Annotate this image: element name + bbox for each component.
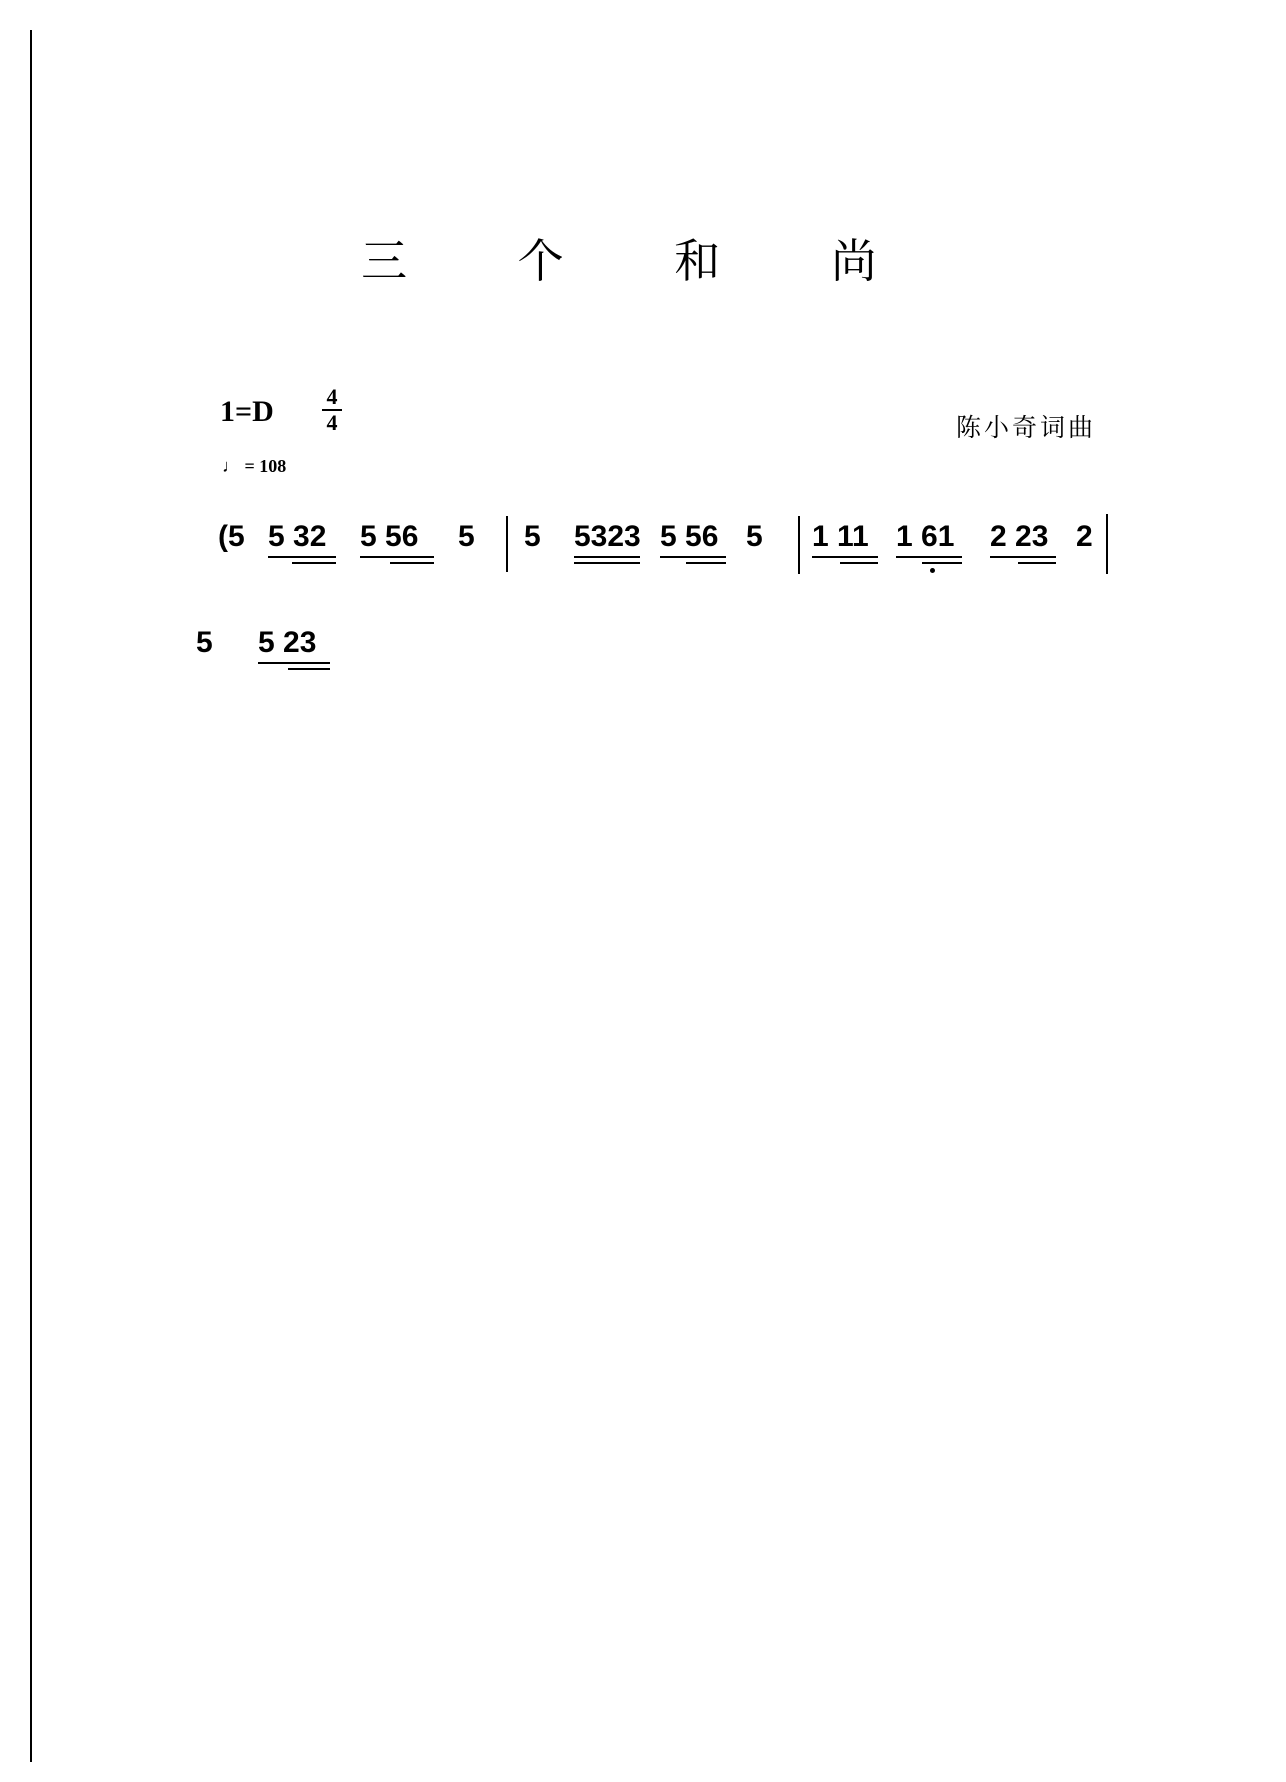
note: 2 [1076, 520, 1093, 553]
song-title: 三 个 和 尚 [361, 234, 925, 288]
barline [1106, 514, 1108, 574]
note: 5 [746, 520, 763, 553]
note-group: 1 11 [812, 520, 869, 553]
underline [574, 556, 640, 558]
note: 5 [196, 626, 213, 659]
underline [660, 556, 726, 558]
note-group: 5 23 [258, 626, 317, 659]
underline [896, 556, 962, 558]
underline [922, 562, 962, 564]
score-line-2 [0, 628, 1286, 688]
composer-credit: 陈小奇词曲 [956, 413, 1097, 442]
underline [990, 556, 1056, 558]
note-group: (5 [218, 520, 245, 553]
underline [258, 662, 330, 664]
note-group: 2 23 [990, 520, 1049, 553]
note-group: 5 56 [360, 520, 419, 553]
underline [840, 562, 878, 564]
underline [292, 562, 336, 564]
underline [390, 562, 434, 564]
underline [1018, 562, 1056, 564]
key-signature: 1=D [220, 395, 274, 428]
time-signature-top: 4 [326, 384, 338, 409]
underline [686, 562, 726, 564]
underline [812, 556, 878, 558]
time-signature [322, 386, 342, 434]
underline [574, 562, 640, 564]
low-octave-dot [930, 568, 935, 573]
note-group: 5 32 [268, 520, 327, 553]
time-signature-bottom: 4 [326, 410, 338, 435]
underline [288, 668, 330, 670]
score-line-1 [0, 522, 1286, 582]
note-group: 5323 [574, 520, 641, 553]
tempo-marking: ♩ = 108 [222, 456, 287, 476]
note-group: 5 56 [660, 520, 719, 553]
underline [268, 556, 336, 558]
underline [360, 556, 434, 558]
barline [798, 516, 800, 574]
note: 5 [524, 520, 541, 553]
note-group: 1 61 [896, 520, 955, 553]
note: 5 [458, 520, 475, 553]
barline [506, 516, 508, 572]
